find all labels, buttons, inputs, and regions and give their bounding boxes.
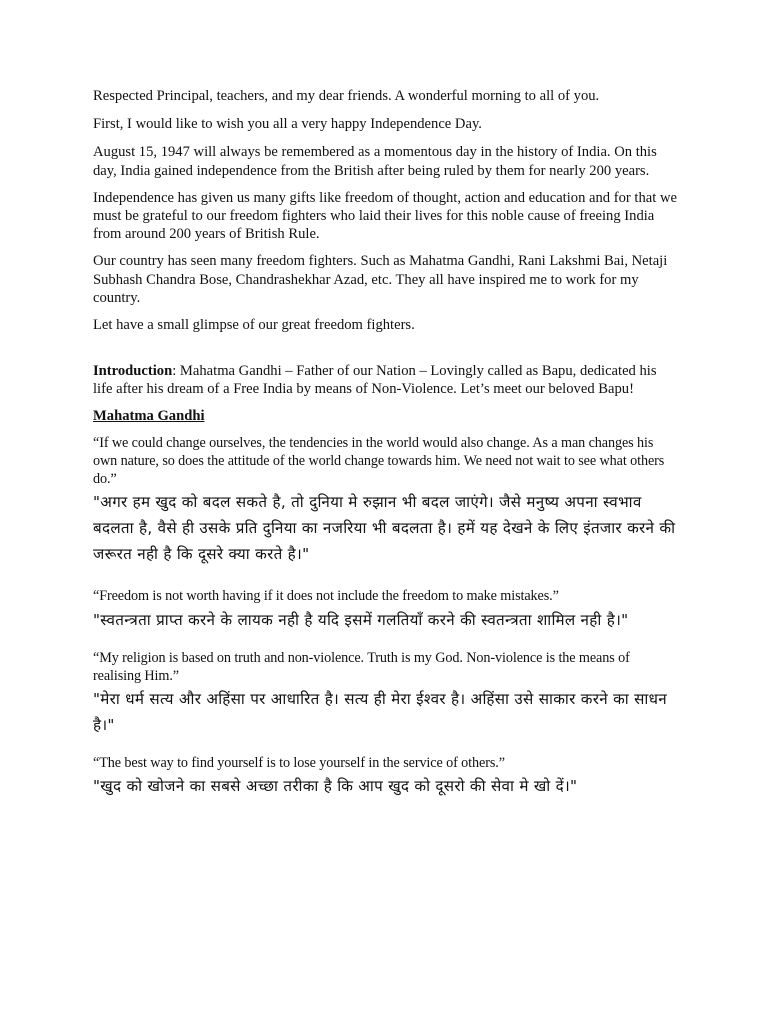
quote-hindi: "खुद को खोजने का सबसे अच्छा तरीका है कि आप खुद को दूसरो की सेवा मे खो दें।" xyxy=(93,777,578,796)
quote-english: “The best way to find yourself is to lose yourself in the service of others.” xyxy=(93,755,505,772)
gifts-paragraph: Independence has given us many gifts like freedom of thought, action and education and for that we must be grateful to our freedom fighters who laid their lives for this noble cause of freeing India from around 200 years of British Rule. xyxy=(93,189,677,243)
quote-english: “Freedom is not worth having if it does not include the freedom to make mistakes.” xyxy=(93,588,559,605)
freedom-fighters-paragraph: Our country has seen many freedom fighters. Such as Mahatma Gandhi, Rani Lakshmi Bai, Netaji Subhash Chandra Bose, Chandrashekhar Azad, etc. They all have inspired me to work for my country. xyxy=(93,253,668,306)
quote-english: “If we could change ourselves, the tendencies in the world would also change. As a man changes his own nature, so does the attitude of the world change towards him. We need not wait to see what others do.” xyxy=(93,434,665,488)
quote-block xyxy=(93,587,677,632)
glimpse-paragraph: Let have a small glimpse of our great freedom fighters. xyxy=(93,317,415,334)
introduction-text: : Mahatma Gandhi – Father of our Nation – Lovingly called as Bapu, dedicated his life after his dream of a Free India by means of Non-Violence. Let’s meet our beloved Bapu! xyxy=(93,363,657,398)
quote-hindi: "मेरा धर्म सत्य और अहिंसा पर आधारित है। सत्य ही मेरा ईश्वर है। अहिंसा उसे साकार करने का साधन है।" xyxy=(93,690,667,735)
quote-hindi: "स्वतन्त्रता प्राप्त करने के लायक नही है यदि इसमें गलतियाँ करने की स्वतन्त्रता शामिल नही है।" xyxy=(93,610,629,629)
greeting-paragraph: Respected Principal, teachers, and my dear friends. A wonderful morning to all of you. xyxy=(93,88,600,104)
document-page xyxy=(93,87,677,799)
introduction-paragraph xyxy=(93,362,677,398)
introduction-label: Introduction xyxy=(93,363,173,380)
quote-block xyxy=(93,649,677,738)
history-paragraph: August 15, 1947 will always be remembered as a momentous day in the history of India. On this day, India gained independence from the British after being ruled by them for nearly 200 years. xyxy=(93,144,657,179)
quote-block xyxy=(93,434,677,568)
quote-english: “My religion is based on truth and non-violence. Truth is my God. Non-violence is the means of realising Him.” xyxy=(93,649,630,684)
wish-paragraph: First, I would like to wish you all a very happy Independence Day. xyxy=(93,116,482,133)
quote-hindi: "अगर हम खुद को बदल सकते है, तो दुनिया मे रुझान भी बदल जाएंगे। जैसे मनुष्य अपना स्वभाव बदलता है, वैसे ही उसके प्रति दुनिया का नजरिया भी बदलता है। हमें यह देखने के लिए इंतजार करने की जरूरत नही है कि दूसरे क्या करते है।" xyxy=(93,493,676,564)
section-heading: Mahatma Gandhi xyxy=(93,407,205,424)
quote-block xyxy=(93,754,677,799)
